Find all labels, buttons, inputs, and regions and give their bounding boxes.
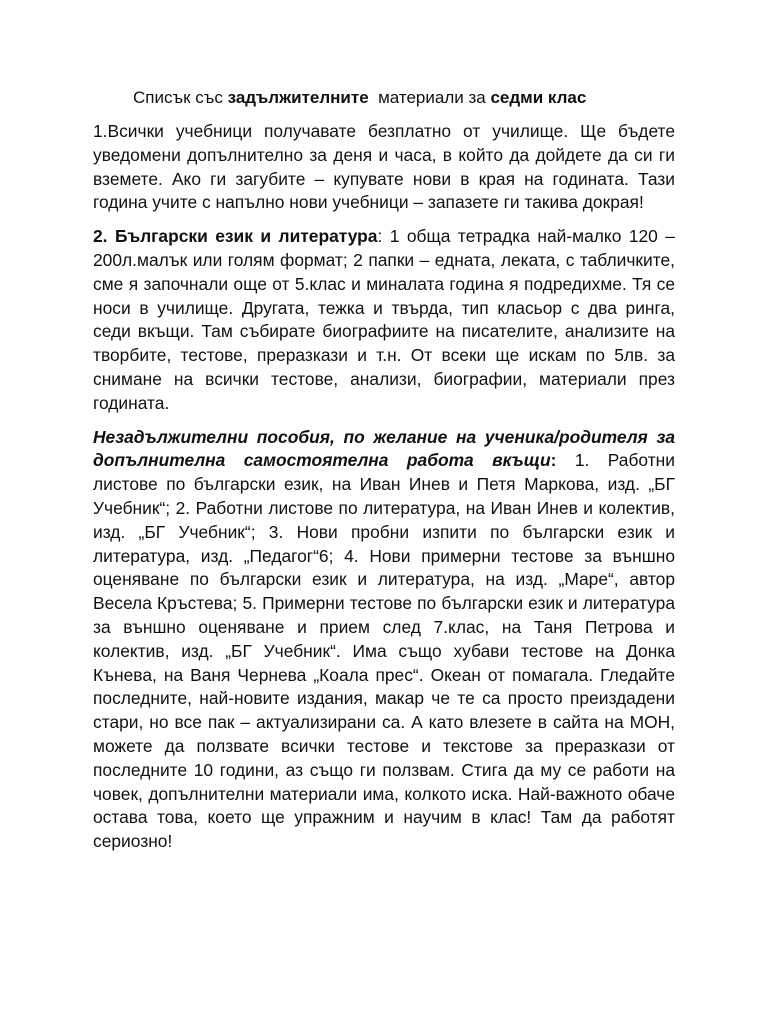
paragraph-optional-text: 1. Работни листове по български език, на Иван Инев и Петя Маркова, изд. „БГ Учебник“; 2. Работни листове по литература, на Иван Инев и колектив, изд. „БГ Учебник“; 3. Нови пробни изпити по български език и литература, изд. „Педагог“6; 4. Нови примерни тестове за външно оценяване по български език и литература, на изд. „Маре“, автор Весела Кръстева; 5. Примерни тестове по български език и литература за външно оценяване и прием след 7.клас, на Таня Петрова и колектив, изд. „БГ Учебник“. Има също хубави тестове на Донка Кънева, на Ваня Чернева „Коала прес“. Океан от помагала. Гледайте последните, най-новите издания, макар че те са просто преиздадени стари, но все пак – актуализирани са. А като влезете в сайта на МОН, можете да ползвате всички тестове и текстове за преразкази от последните 10 години, аз също ги ползвам. Стига да му се работи на човек, допълнителни материали има, колкото иска. Най-важното обаче остава това, което ще упражним и научим в клас! Там да работят сериозно! [93,450,676,852]
paragraph-textbooks [93,120,675,215]
paragraph-bulgarian-text: : 1 обща тетрадка най-малко 120 – 200л.малък или голям формат; 2 папки – едната, леката, с табличките, сме я започнали още от 5.клас и миналата година я подредихме. Тя се носи в училище. Другата, тежка и твърда, тип класьор с два ринга, седи вкъщи. Там събирате биографиите на писателите, анализите на творбите, тестове, преразкази и т.н. От всеки ще искам по 5лв. за снимане на всички тестове, анализи, биографии, материали през годината. [93,226,675,413]
paragraph-bulgarian-heading: 2. Български език и литература [93,226,378,247]
paragraph-bulgarian-language [93,225,675,415]
paragraph-textbooks-text: 1.Всички учебници получавате безплатно от училище. Ще бъдете уведомени допълнително за деня и часа, в който да дойдете да си ги вземете. Ако ги загубите – купувате нови в края на годината. Тази година учите с напълно нови учебници – запазете ги такива докрая! [93,121,675,213]
title-middle: материали за [368,88,491,107]
title-prefix: Списък със [133,88,228,107]
paragraph-optional-heading: Незадължителни пособия, по желание на ученика/родителя за допълнителна самостоятелна работа вкъщи [93,426,675,471]
title-bold-grade: седми клас [490,88,587,107]
paragraph-optional-colon: : [550,450,557,471]
title-bold-mandatory: задължителните [227,88,369,107]
document-page [93,86,675,864]
document-title [93,86,675,110]
paragraph-optional-materials [93,426,675,854]
